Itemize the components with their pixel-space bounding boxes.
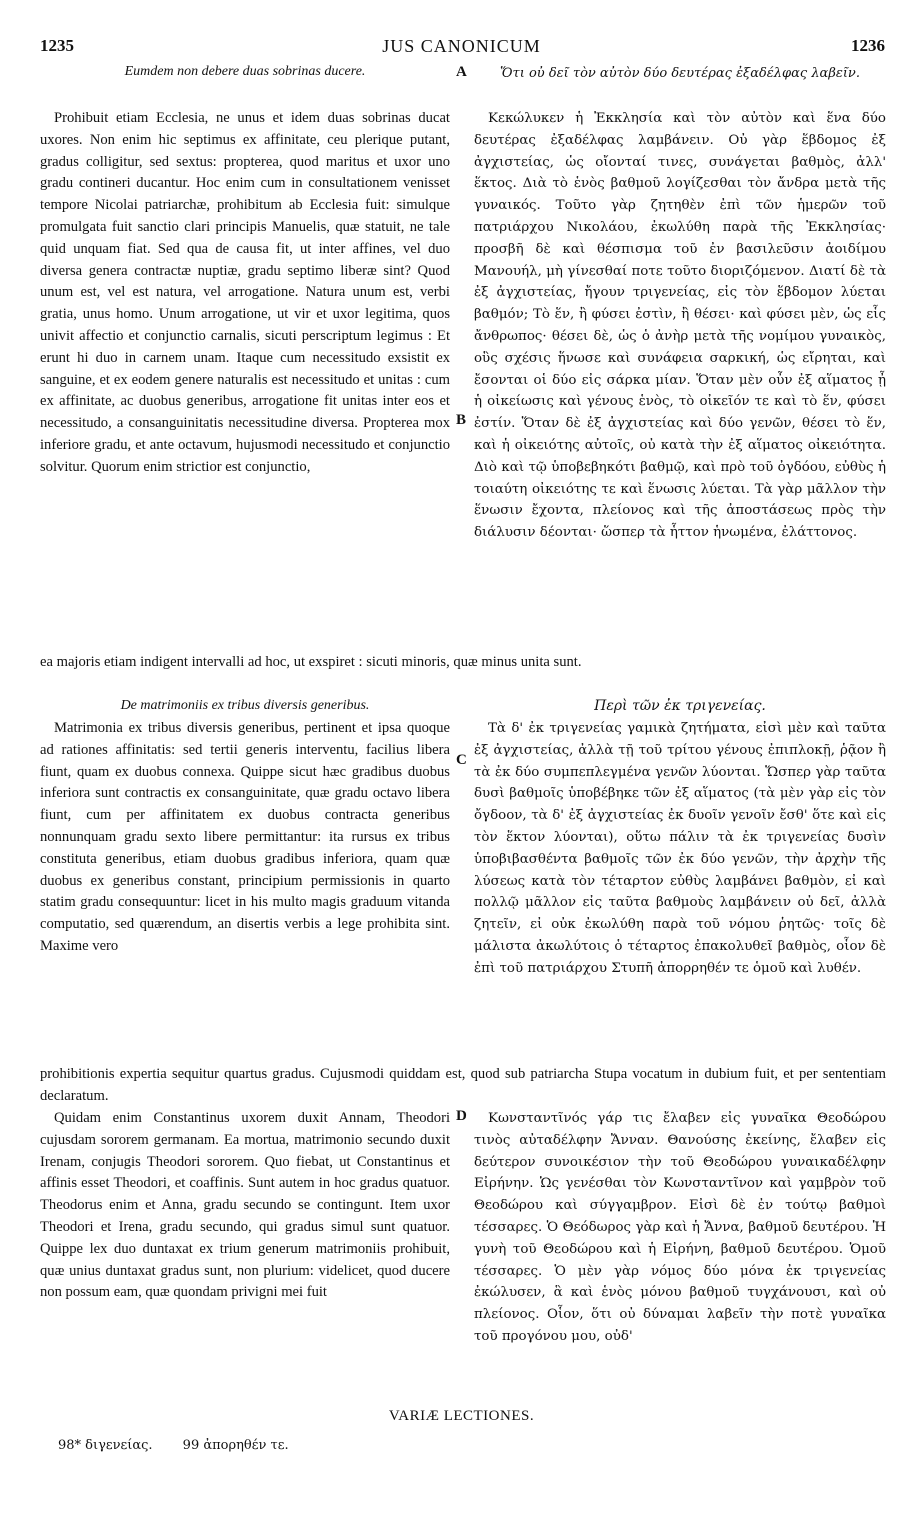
margin-marker-c: C bbox=[456, 752, 467, 768]
full-width-line-1: ea majoris etiam indigent intervalli ad hoc, ut exspiret : sicuti minoris, quæ minus unita sunt. bbox=[40, 654, 582, 670]
variae-lectiones-title: VARIÆ LECTIONES. bbox=[388, 1408, 535, 1424]
full-width-line-2: prohibitionis expertia sequitur quartus gradus. Cujusmodi quiddam est, quod sub patriarcha Stupa vocatum in dubium fuit, et per sententiam declaratum. bbox=[40, 1066, 886, 1104]
greek-column-1 bbox=[474, 108, 886, 544]
greek-column-3 bbox=[474, 1108, 886, 1348]
latin-heading-1: Eumdem non debere duas sobrinas ducere. bbox=[124, 64, 366, 79]
greek-heading-1: Ὅτι οὐ δεῖ τὸν αὐτὸν δύο δευτέρας ἐξαδέλφας λαβεῖν. bbox=[500, 66, 860, 81]
margin-marker-a: A bbox=[456, 64, 467, 80]
variant-reading: 99 ἀπορηθέν τε. bbox=[182, 1438, 289, 1453]
margin-marker-b: B bbox=[456, 412, 467, 428]
greek-paragraph-1: Κεκώλυκεν ἡ Ἐκκλησία καὶ τὸν αὐτὸν καὶ ἕνα δύο δευτέρας ἐξαδέλφας λαμβάνειν. Οὐ γὰρ ἕβδομος ἐξ ἀγχιστείας, ὡς οἴονταί τινες, συνάγεται βαθμὸς, ἀλλ' ἕκτος. Διὰ τὸ ἑνὸς βαθμοῦ λογίζεσθαι τὸν ἄνδρα μετὰ τῆς γυναικός. Τοῦτο γὰρ ζητηθὲν ἐπὶ τῶν ἡμερῶν τοῦ πατριάρχου Νικολάου, ἐκωλύθη παρὰ τῆς Ἐκκλησίας· προσβῆ δὲ καὶ θέσπισμα τοῦ ἐν βασιλεῦσιν ἀοιδίμου Μανουήλ, μὴ γίνεσθαί ποτε τοῦτο διοριζόμενον. Διατί δὲ τὰ ἐξ ἀγχιστείας, ἤγουν τριγενείας, εἰς τὸν ἕβδομον λύεται βαθμόν; Τὸ ἕν, ἢ φύσει ἐστὶν, ἢ θέσει· καὶ φύσει μὲν, ὡς εἷς ἄνθρωπος· θέσει δὲ, ὡς ὁ ἀνὴρ μετὰ τῆς νομίμου γυναικὸς, οὓς σχέσις ἥνωσε καὶ συνάφεια σαρκική, ὡς εἴρηται, καὶ ἔσονται οἱ δύο εἰς σάρκα μίαν. Ὅταν μὲν οὖν ἐξ αἵματος ᾖ ἡ οἰκείωσις καὶ γένους ἑνὸς, τὸ οἰκεῖόν τε καὶ τὸ ἕν, φύσει ἐστίν. Ὅταν δὲ ἐξ ἀγχιστείας καὶ δύο γενῶν, θέσει τὸ ἕν, καὶ ἡ οἰκειότης αὐτοῖς, οὐ κατὰ τὴν ἐξ αἵματος οἰκειότητα. Διὸ καὶ τῷ ὑποβεβηκότι βαθμῷ, καὶ πρὸ τοῦ ὀγδόου, εὐθὺς ἡ τοιαύτη οἰκειότης τε καὶ ἕνωσις λύεται. Τὰ γὰρ μᾶλλον τὴν ἕνωσιν ἔχοντα, πλείονος καὶ τῆς ἀποστάσεως πρὸς τὴν διάλυσιν δέονται· ὥσπερ τὰ ἧττον ἡνωμένα, ἐλάττονος. bbox=[474, 111, 886, 541]
latin-heading-2: De matrimoniis ex tribus diversis generibus. bbox=[120, 698, 370, 713]
greek-column-2 bbox=[474, 718, 886, 980]
variae-lectiones-list bbox=[58, 1438, 315, 1453]
greek-paragraph-2: Τὰ δ' ἐκ τριγενείας γαμικὰ ζητήματα, εἰσὶ μὲν καὶ ταῦτα ἐξ ἀγχιστείας, ἀλλὰ τῇ τοῦ τρίτου γένους ἐπιπλοκῇ, ῥᾷον ἢ τὰ ἐκ δύο συμπεπλεγμένα γενῶν λύονται. Ὥσπερ γὰρ ταῦτα δυσὶ βαθμοῖς ὑποβέβηκε τῶν ἐξ αἵματος (τὰ μὲν γὰρ εἰς τὸν ὄγδοον, τὰ δ' ἐξ ἀγχιστείας ἐκ δυοῖν γενοῖν ἔσθ' ὅτε καὶ εἰς τὸν ἕκτον λύονται), οὕτω πάλιν τὰ ἐκ τριγενείας δυσὶν ὑποβιβασθέντα βαθμοῖς τῶν ἐκ δύο γενῶν, τὴν ἀρχὴν τῆς λύσεως κατὰ τὸν τέταρτον εὐθὺς λαμβάνει βαθμὸν, εἰ καὶ πολλῷ μᾶλλον εἰς ταῦτα βαθμοὺς λαμβάνειν οὐ δεῖ, ἀλλὰ ζητεῖν, εἰ οὐκ ἐκωλύθη παρὰ τοῦ νόμου ῥητῶς· τοῖς δὲ μάλιστα ἀκωλύτοις ὁ τέταρτος ἐπακολυθεῖ βαθμὸς, οἷον δὲ ἐπὶ τοῦ πατριάρχου Στυπῆ ἀπορρηθέν τε ὁμοῦ καὶ λυθέν. bbox=[474, 721, 886, 976]
page-number-right: 1236 bbox=[851, 36, 885, 55]
latin-column-2 bbox=[40, 718, 450, 958]
page-title: JUS CANONICUM bbox=[382, 36, 541, 56]
latin-paragraph-1: Prohibuit etiam Ecclesia, ne unus et idem duas sobrinas ducat uxores. Non enim hic septimus ex affinitate, ceu plerique putant, gradus colligitur, sed sextus: propterea, quod maritus et uxor uno gradu contineri ducantur. Hoc enim cum in consultationem venisset tempore Nicolai patriarchæ, prohibitum ab Ecclesia fuit: simulque promulgata fuit sanctio clari principis Manuelis, quæ statuit, ne tale quid unquam fiat. Sed qua de causa fit, ut inter affines, vel duo diversa genera contractæ nuptiæ, gradu septimo liberæ sint? Quod unum est, vel est natura, vel arrogatione. Natura unum est, verbi gratia, unus homo. Unum arrogatione, ut vir et uxor legitima, quos univit affectio et conjunctio carnalis, sicuti perscriptum legimus : Et erunt hi duo in carnem unam. Itaque cum necessitudo exsistit ex sanguine, et ex eodem genere naturalis est necessitudo et unitas : cum ex affinitate, ac duobus generibus, arrogatione fit unitas inter eos et necessitudo, a consanguinitatis necessitudine diversa. Propterea mox inferiore gradu, et ante octavum, hujusmodi necessitudo et conjunctio solvitur. Quorum enim strictior est conjunctio, bbox=[40, 110, 450, 475]
latin-paragraph-3: Quidam enim Constantinus uxorem duxit Annam, Theodori cujusdam sororem germanam. Ea mortua, matrimonio secundo duxit Irenam, conjugis Theodori sororem. Quo fiebat, ut Constantinus et affinis esset Theodori, et coaffinis. Sunt autem in hoc gradus quatuor. Theodorus enim et Anna, gradu secundo se contingunt. Item uxor Theodori et Irena, gradu secundo, qui gradus simul sunt quatuor. Quippe lex duo duntaxat ex trium generum matrimoniis prohibuit, quæ unius duntaxat gradus sunt, non plurium: videlicet, quod ducere non possum eam, quæ quondam privigni mei fuit bbox=[40, 1110, 450, 1301]
latin-column-3 bbox=[40, 1108, 450, 1304]
latin-paragraph-2: Matrimonia ex tribus diversis generibus, pertinent et ipsa quoque ad rationes affinitatis: sed tertii generis interventu, facilius libera fiunt, quam ex duobus connexa. Quippe sicut hæc gradibus duobus inferiora sunt contractis ex consanguinitate, quæ gradu octavo libera fiunt, cum per affinitatem ex duobus contracta generibus nonnunquam gradu sexto libere permittantur: ita rursus ex tribus constituta generibus, etiam duobus gradibus inferiora, quam quæ duobus ex generibus constant, principium permissionis in quarto statim gradu consequuntur: licet in his multo magis graduum vitanda computatio, sed quærendum, an disertis verbis a lege prohibita sint. Maxime vero bbox=[40, 720, 450, 954]
latin-column-1 bbox=[40, 108, 450, 479]
margin-marker-d: D bbox=[456, 1108, 467, 1124]
page-number-left: 1235 bbox=[40, 36, 74, 55]
greek-heading-2: Περὶ τῶν ἐκ τριγενείας. bbox=[594, 698, 766, 714]
variant-reading: 98* διγενείας. bbox=[58, 1438, 153, 1453]
greek-paragraph-3: Κωνσταντῖνός γάρ τις ἔλαβεν εἰς γυναῖκα Θεοδώρου τινὸς αὐταδέλφην Ἄνναν. Θανούσης ἐκείνης, ἔλαβεν εἰς δεύτερον συνοικέσιον τὴν τοῦ Θεοδώρου γυναικαδέλφην Εἰρήνην. Ὡς γενέσθαι τὸν Κωνσταντῖνον καὶ γαμβρὸν τοῦ Θεοδώρου καὶ σύγγαμβρον. Εἰσὶ δὲ ἐν τούτῳ βαθμοὶ τέσσαρες. Ὁ Θεόδωρος γὰρ καὶ ἡ Ἄννα, βαθμοῦ δευτέρου. Ἡ γυνὴ τοῦ Θεοδώρου καὶ ἡ Εἰρήνη, βαθμοῦ δευτέρου. Ὁμοῦ τέσσαρες. Ὁ μὲν γὰρ νόμος δύο μόνα ἐκ τριγενείας ἐκώλυσεν, ἃ καὶ ἑνὸς μόνου βαθμοῦ τυγχάνουσι, καὶ οὐ πλείονος. Οἷον, ὅτι οὐ δύναμαι λαβεῖν τὴν ποτὲ γυναῖκα τοῦ προγόνου μου, οὐδ' bbox=[474, 1111, 886, 1344]
